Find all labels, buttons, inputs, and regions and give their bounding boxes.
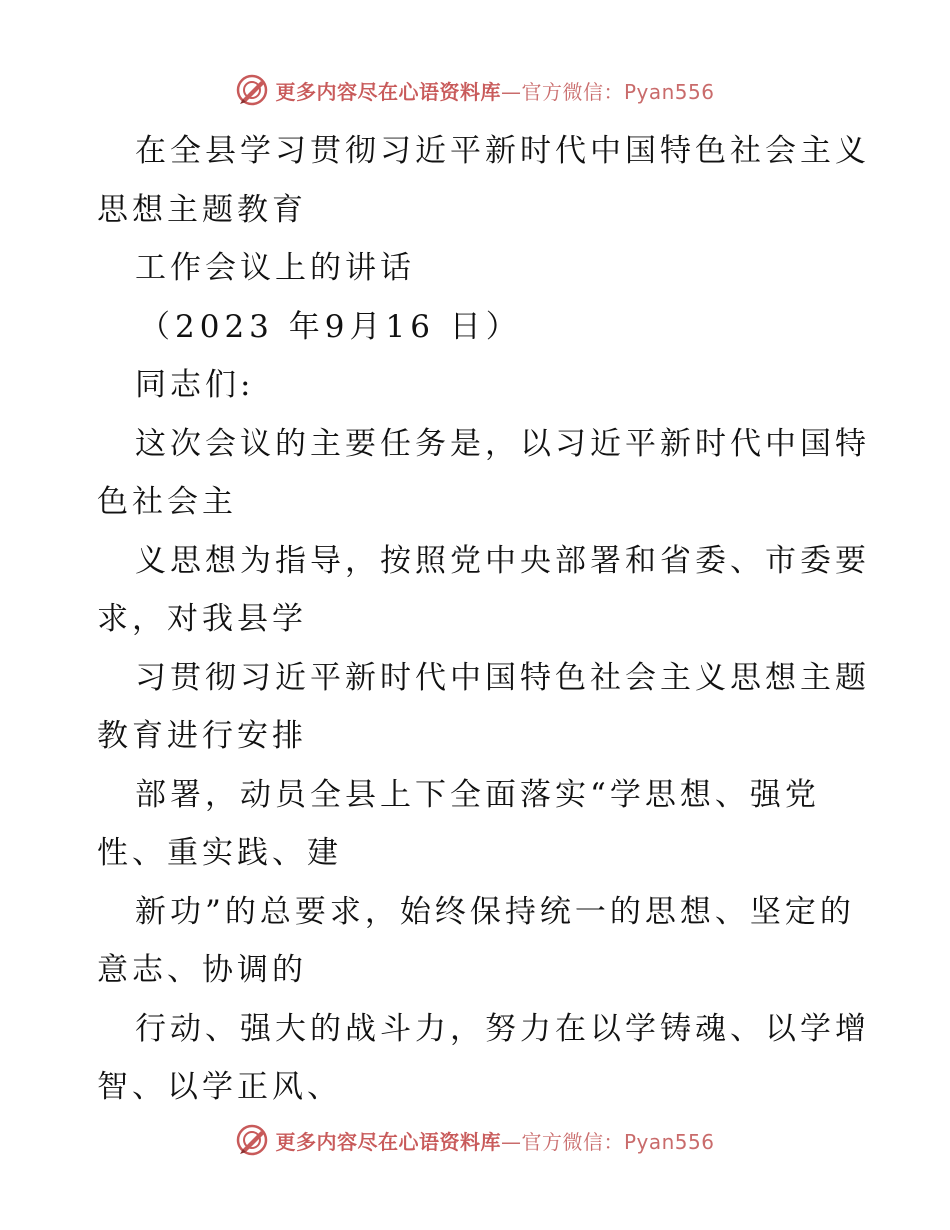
body-line: 习贯彻习近平新时代中国特色社会主义思想主题: [135, 659, 870, 696]
watermark-sub: —官方微信：Pyan556: [500, 79, 715, 104]
body-line: 部署，动员全县上下全面落实“学思想、强党: [135, 776, 820, 813]
body-line: 新功”的总要求，始终保持统一的思想、坚定的: [135, 893, 855, 930]
body-line: 教育进行安排: [97, 718, 307, 754]
body-line: 义思想为指导，按照党中央部署和省委、市委要: [135, 542, 870, 579]
watermark-main: 更多内容尽在心语资料库: [275, 79, 501, 104]
body-line: 行动、强大的战斗力，努力在以学铸魂、以学增: [135, 1010, 870, 1047]
pen-logo-icon: [235, 73, 269, 107]
watermark-sub: —官方微信：Pyan556: [500, 1129, 715, 1154]
document-body: [97, 122, 870, 1117]
footer-watermark: [0, 1122, 950, 1158]
header-watermark: [0, 72, 950, 108]
watermark-text: [275, 1126, 714, 1155]
salutation: 同志们:: [135, 367, 255, 403]
pen-logo-icon: [235, 1123, 269, 1157]
speech-date: （2023 年9月16 日）: [139, 308, 522, 345]
title-line-1: 在全县学习贯彻习近平新时代中国特色社会主义: [135, 133, 870, 169]
body-line: 色社会主: [97, 484, 237, 520]
watermark-text: [275, 76, 714, 105]
watermark-main: 更多内容尽在心语资料库: [275, 1129, 501, 1154]
body-line: 性、重实践、建: [97, 835, 342, 871]
body-line: 智、以学正风、: [97, 1069, 342, 1105]
body-line: 意志、协调的: [97, 952, 307, 988]
body-line: 求，对我县学: [97, 601, 307, 637]
body-line: 这次会议的主要任务是，以习近平新时代中国特: [135, 425, 870, 462]
title-line-3: 工作会议上的讲话: [135, 250, 415, 286]
title-line-2: 思想主题教育: [97, 191, 307, 228]
